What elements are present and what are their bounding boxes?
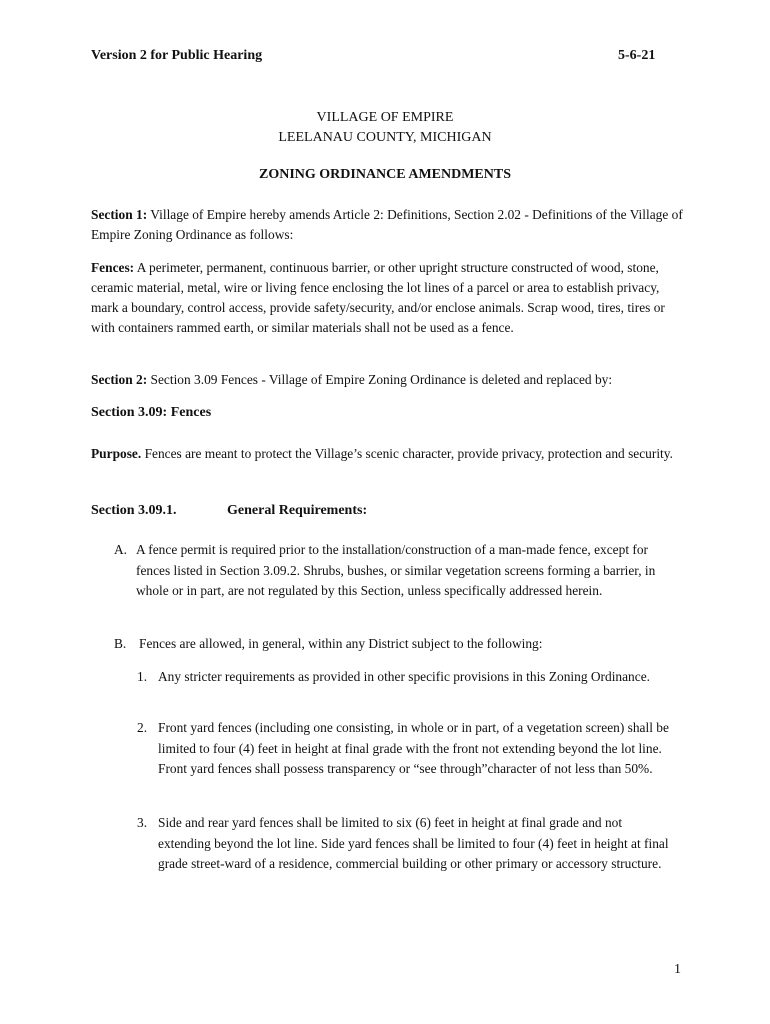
list-marker-a: A. (114, 542, 128, 557)
list-item-a (114, 540, 684, 602)
section-1-text: Village of Empire hereby amends Article 2: Definitions, Section 2.02 - Definitions of the Village of Empire Zoning Ordinance as follows: (91, 207, 683, 242)
section-3-09-1-title: General Requirements: (227, 503, 368, 518)
title-county: LEELANAU COUNTY, MICHIGAN (278, 130, 492, 145)
header-version: Version 2 for Public Hearing (91, 48, 263, 63)
sub-marker-1: 1. (137, 669, 148, 684)
sub-marker-3: 3. (137, 815, 148, 830)
sub-item-3 (137, 813, 676, 875)
sub-item-2-text: Front yard fences (including one consisting, in whole or in part, of a vegetation screen) shall be limited to four (4) feet in height at final grade with the front not extending beyond the lot line. Front yard fences shall possess transparency or “see through”character of not less than 50%. (158, 720, 669, 777)
page-number: 1 (674, 962, 681, 977)
section-3-09-heading: Section 3.09: Fences (91, 405, 212, 420)
list-item-b-text: Fences are allowed, in general, within any District subject to the following: (139, 636, 543, 651)
purpose-paragraph (91, 444, 683, 464)
section-2-paragraph (91, 370, 683, 390)
section-2-text: Section 3.09 Fences - Village of Empire Zoning Ordinance is deleted and replaced by: (150, 372, 613, 387)
purpose-label: Purpose. (91, 446, 142, 461)
sub-item-1-text: Any stricter requirements as provided in other specific provisions in this Zoning Ordinance. (158, 669, 650, 684)
purpose-text: Fences are meant to protect the Village’s scenic character, provide privacy, protection and security. (144, 446, 673, 461)
sub-item-2 (137, 718, 676, 780)
section-3-09-1-number: Section 3.09.1. (91, 503, 177, 518)
list-item-b (114, 634, 684, 655)
title-village: VILLAGE OF EMPIRE (316, 110, 454, 125)
fences-definition-text: A perimeter, permanent, continuous barrier, or other upright structure constructed of wood, stone, ceramic material, metal, wire or living fence enclosing the lot lines of a parcel or area to establish privacy, mark a boundary, control access, provide safety/security, and/or enclose animals. Scrap wood, tires, tires or with containers rammed earth, or similar materials shall not be used as a fence. (91, 260, 665, 335)
section-1-label: Section 1: (91, 207, 148, 222)
title-block (0, 108, 770, 148)
sub-item-3-text: Side and rear yard fences shall be limited to six (6) feet in height at final grade and not extending beyond the lot line. Side yard fences shall be limited to four (4) feet in height at final grade street-ward of a residence, commercial building or other primary or accessory structure. (158, 815, 669, 872)
title-amendments: ZONING ORDINANCE AMENDMENTS (258, 167, 512, 182)
section-2-label: Section 2: (91, 372, 148, 387)
list-item-a-text: A fence permit is required prior to the installation/construction of a man-made fence, except for fences listed in Section 3.09.2. Shrubs, bushes, or similar vegetation screens forming a barrier, in whole or in part, are not regulated by this Section, unless specifically addressed herein. (136, 542, 656, 599)
sub-item-1 (137, 667, 676, 688)
section-1-paragraph (91, 205, 683, 245)
fences-definition-paragraph (91, 258, 683, 338)
header-date: 5-6-21 (618, 48, 656, 63)
fences-label: Fences: (91, 260, 135, 275)
sub-marker-2: 2. (137, 720, 148, 735)
list-marker-b: B. (114, 636, 127, 651)
